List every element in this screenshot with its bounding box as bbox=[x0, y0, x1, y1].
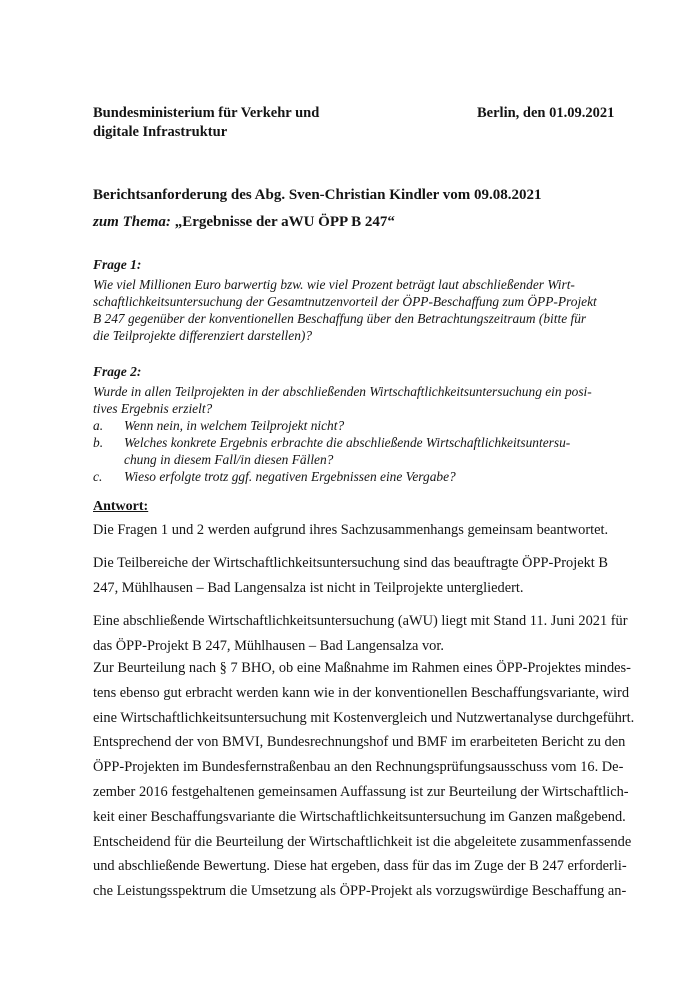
item-text: Wenn nein, in welchem Teilprojekt nicht? bbox=[124, 418, 345, 433]
paragraph-line: Die Teilbereiche der Wirtschaftlichkeitsuntersuchung sind das beauftragte ÖPP-Projekt B bbox=[93, 555, 609, 571]
answer-heading: Antwort: bbox=[93, 499, 149, 514]
paragraph-line: che Leistungsspektrum die Umsetzung als ÖPP-Projekt als vorzugswürdige Beschaffung an- bbox=[93, 883, 627, 900]
answer-paragraph-2 bbox=[93, 551, 608, 601]
paragraph-line: das ÖPP-Projekt B 247, Mühlhausen – Bad Langensalza vor. bbox=[93, 637, 444, 654]
question-line: die Teilprojekte differenziert darstellen)? bbox=[93, 328, 313, 343]
paragraph-line: zember 2016 festgehaltenen gemeinsamen Auffassung ist zur Beurteilung der Wirtschaftlich- bbox=[93, 783, 629, 800]
subject-text: „Ergebnisse der aWU ÖPP B 247“ bbox=[174, 214, 395, 230]
question-2-text bbox=[93, 383, 613, 417]
question-line: schaftlichkeitsuntersuchung der Gesamtnutzenvorteil der ÖPP-Beschaffung zum ÖPP-Projekt bbox=[93, 294, 597, 309]
paragraph-line: eine Wirtschaftlichkeitsuntersuchung mit Kostenvergleich und Nutzwertanalyse durchgeführt. bbox=[93, 709, 635, 726]
item-letter: b. bbox=[93, 435, 104, 450]
question-line: B 247 gegenüber der konventionellen Beschaffung über den Betrachtungszeitraum (bitte für bbox=[93, 311, 587, 326]
subject-label: zum Thema: bbox=[93, 214, 171, 230]
item-text: Welches konkrete Ergebnis erbrachte die abschließende Wirtschaftlichkeitsuntersu- bbox=[124, 435, 571, 450]
question-line: tives Ergebnis erzielt? bbox=[93, 401, 213, 416]
date-line: Berlin, den 01.09.2021 bbox=[477, 105, 615, 121]
paragraph-line: und abschließende Bewertung. Diese hat ergeben, dass für das im Zuge der B 247 erforderli- bbox=[93, 858, 627, 875]
sender-line: Bundesministerium für Verkehr und bbox=[93, 105, 320, 121]
paragraph-line: Entscheidend für die Beurteilung der Wirtschaftlichkeit ist die abgeleitete zusammenfassende bbox=[93, 833, 632, 850]
paragraph-line: Zur Beurteilung nach § 7 BHO, ob eine Maßnahme im Rahmen eines ÖPP-Projektes mindes- bbox=[93, 660, 631, 676]
question-line: Wurde in allen Teilprojekten in der abschließenden Wirtschaftlichkeitsuntersuchung ein posi- bbox=[93, 384, 592, 399]
paragraph-line: Eine abschließende Wirtschaftlichkeitsuntersuchung (aWU) liegt mit Stand 11. Juni 2021 für bbox=[93, 613, 628, 629]
sender-line: digitale Infrastruktur bbox=[93, 124, 228, 140]
item-text: Wieso erfolgte trotz ggf. negativen Ergebnissen eine Vergabe? bbox=[124, 469, 456, 484]
paragraph-line: keit einer Beschaffungsvariante die Wirtschaftlichkeitsuntersuchung im Ganzen maßgebend. bbox=[93, 808, 626, 825]
question-line: Wie viel Millionen Euro barwertig bzw. wie viel Prozent beträgt laut abschließender Wirt- bbox=[93, 277, 575, 292]
answer-paragraph-4 bbox=[93, 656, 634, 904]
paragraph-line: ÖPP-Projekten im Bundesfernstraßenbau an den Rechnungsprüfungsausschuss vom 16. De- bbox=[93, 759, 624, 776]
question-1-text bbox=[93, 276, 613, 344]
item-text: chung in diesem Fall/in diesen Fällen? bbox=[124, 452, 334, 467]
item-letter: a. bbox=[93, 418, 104, 433]
answer-paragraph-1 bbox=[93, 518, 608, 543]
item-letter: c. bbox=[93, 469, 103, 484]
paragraph-line: Entsprechend der von BMVI, Bundesrechnungshof und BMF im erarbeiteten Bericht zu den bbox=[93, 734, 626, 751]
subject-line bbox=[93, 214, 395, 231]
paragraph-line: tens ebenso gut erbracht werden kann wie in der konventionellen Beschaffungsvariante, wird bbox=[93, 684, 630, 701]
sender-block bbox=[93, 104, 319, 142]
paragraph-line: Die Fragen 1 und 2 werden aufgrund ihres Sachzusammenhangs gemeinsam beantwortet. bbox=[93, 522, 609, 538]
question-2-heading: Frage 2: bbox=[93, 364, 142, 379]
paragraph-line: 247, Mühlhausen – Bad Langensalza ist nicht in Teilprojekte untergliedert. bbox=[93, 579, 524, 596]
answer-paragraph-3 bbox=[93, 609, 628, 659]
document-title: Berichtsanforderung des Abg. Sven-Christian Kindler vom 09.08.2021 bbox=[93, 187, 542, 203]
question-1-heading: Frage 1: bbox=[93, 257, 142, 272]
